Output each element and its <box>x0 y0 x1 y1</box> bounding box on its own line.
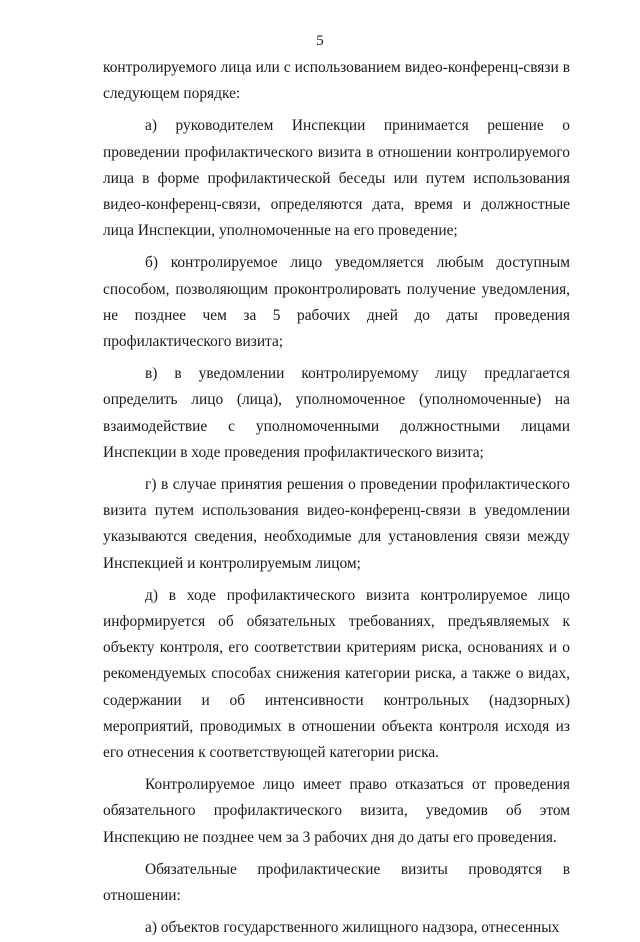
paragraph-item-v: в) в уведомлении контролируемому лицу предлагается определить лицо (лица), уполномоченное (уполномоченные) на взаимодействие с уполномоченными должностными лицами Инспекции в ходе проведения профилактического визита; <box>103 365 570 461</box>
paragraph-refusal-right: Контролируемое лицо имеет право отказаться от проведения обязательного профилактического визита, уведомив об этом Инспекцию не позднее чем за 3 рабочих дня до даты его проведения. <box>103 776 570 846</box>
paragraph-mandatory-visits: Обязательные профилактические визиты проводятся в отношении: <box>103 860 570 905</box>
paragraph-item-b: б) контролируемое лицо уведомляется любым доступным способом, позволяющим проконтролировать получение уведомления, не позднее чем за 5 рабочих дней до даты проведения профилактического визита; <box>103 254 570 351</box>
paragraph-item-g: г) в случае принятия решения о проведении профилактического визита путем использования видео-конференц-связи в уведомлении указываются сведения, необходимые для установления связи между Инспекцией и контролируемым лицом; <box>103 476 570 572</box>
paragraph-intro: контролируемого лица или с использованием видео-конференц-связи в следующем порядке: <box>103 59 570 103</box>
page-number: 5 <box>316 33 324 49</box>
body-text <box>103 55 570 942</box>
paragraph-item-d: д) в ходе профилактического визита контролируемое лицо информируется об обязательных требованиях, предъявляемых к объекту контроля, его соответствии критериям риска, основаниях и о рекомендуемых способах снижения категории риска, а также о видах, содержании и об интенсивности контрольных (надзорных) мероприятий, проводимых в отношении объекта контроля исходя из его отнесения к соответствующей категории риска. <box>103 586 570 762</box>
paragraph-item-a: а) руководителем Инспекции принимается решение о проведении профилактического визита в отношении контролируемого лица в форме профилактической беседы или путем использования видео-конференц-связи, определяются дата, время и должностные лица Инспекции, уполномоченные на его проведение; <box>103 117 570 240</box>
paragraph-mandatory-item-a: а) объектов государственного жилищного надзора, отнесенных <box>145 919 560 937</box>
